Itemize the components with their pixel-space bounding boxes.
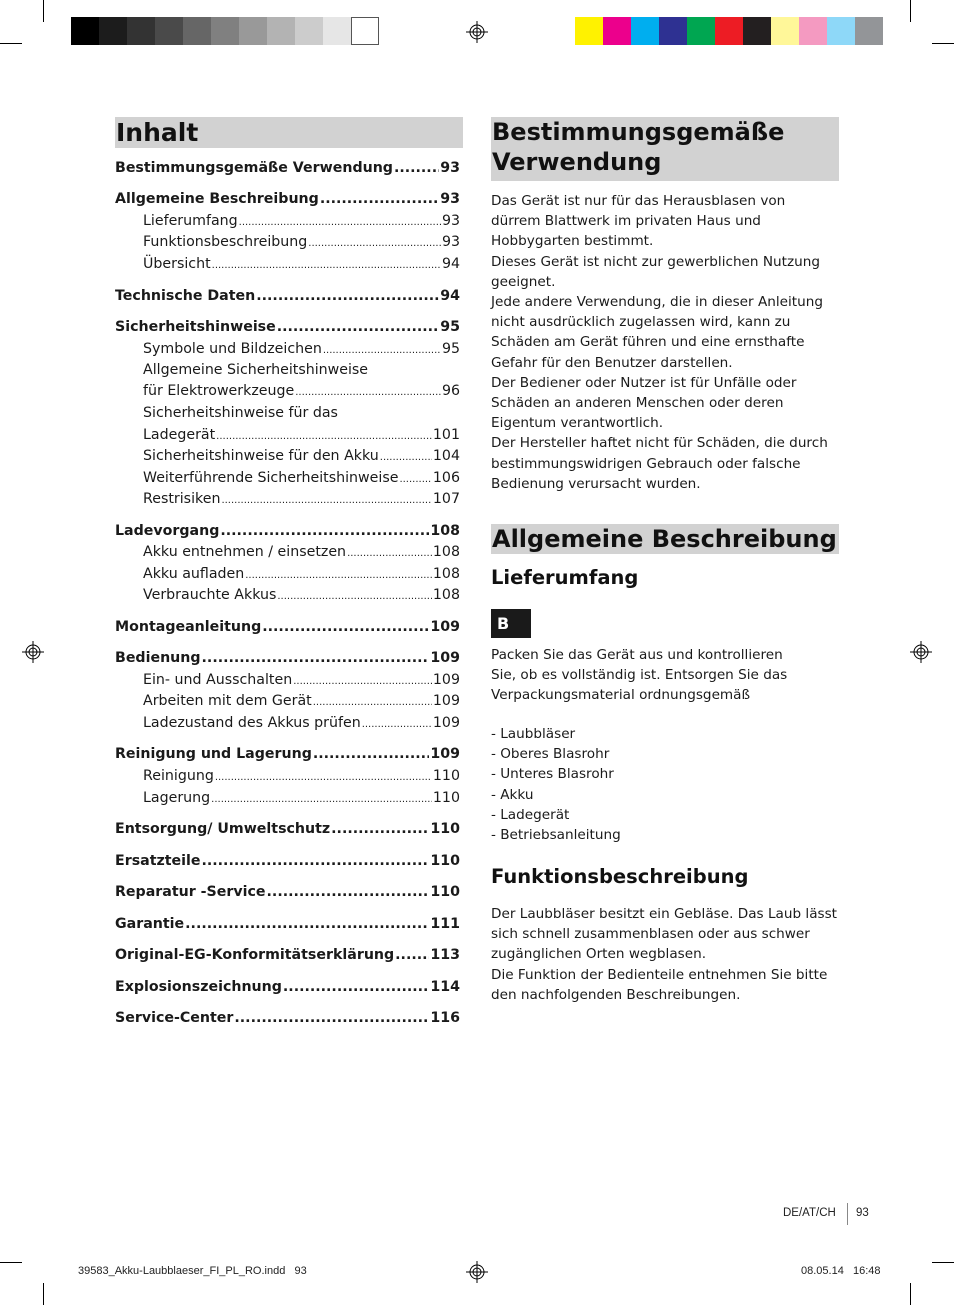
toc-entry-page: 110 bbox=[430, 853, 460, 869]
toc-entry-label: Ersatzteile bbox=[115, 853, 201, 869]
toc-entry-label: Sicherheitshinweise bbox=[115, 319, 276, 335]
color-swatch bbox=[99, 17, 127, 45]
toc-entry-label: Funktionsbeschreibung bbox=[143, 234, 308, 250]
toc-entry bbox=[115, 947, 460, 963]
color-swatch bbox=[127, 17, 155, 45]
toc-entry-label: Entsorgung/ Umweltschutz bbox=[115, 821, 331, 837]
toc-entry-label: Ladevorgang bbox=[115, 523, 220, 539]
print-file-info: 39583_Akku-Laubblaeser_FI_PL_RO.indd 93 bbox=[78, 1265, 307, 1277]
toc-entry-label: Akku aufladen bbox=[143, 566, 245, 582]
toc-entry-page: 93 bbox=[440, 160, 460, 176]
toc-entry bbox=[115, 821, 460, 837]
toc-entry-page: 106 bbox=[432, 470, 460, 486]
region-label: DE/AT/CH bbox=[783, 1207, 836, 1219]
toc-entry-label: Service-Center bbox=[115, 1010, 234, 1026]
general-title: Allgemeine Beschreibung bbox=[492, 525, 837, 553]
toc-entry-label: Sicherheitshinweise für den Akku bbox=[143, 448, 379, 464]
color-swatch bbox=[799, 17, 827, 45]
toc-entry bbox=[143, 672, 460, 688]
toc-entry-page: 95 bbox=[441, 341, 460, 357]
color-swatch bbox=[323, 17, 351, 45]
list-item: - Ladegerät bbox=[491, 806, 570, 823]
toc-heading-bar bbox=[115, 117, 463, 148]
toc-entry bbox=[143, 213, 460, 229]
paragraph-line: geeignet. bbox=[491, 273, 556, 290]
toc-leader-dots bbox=[267, 884, 430, 900]
color-swatch bbox=[351, 17, 379, 45]
paragraph-line: Jede andere Verwendung, die in dieser Anleitung bbox=[491, 294, 823, 311]
color-swatch bbox=[827, 17, 855, 45]
toc-entry bbox=[115, 884, 460, 900]
toc-entry-page: 108 bbox=[432, 544, 460, 560]
toc-entry bbox=[115, 853, 460, 869]
toc-leader-dots bbox=[202, 650, 430, 666]
toc-entry bbox=[143, 491, 460, 507]
toc-entry-page: 93 bbox=[441, 234, 460, 250]
paragraph-line: Schäden an anderen Menschen oder deren bbox=[491, 395, 784, 412]
toc-entry bbox=[143, 715, 460, 731]
color-swatch bbox=[631, 17, 659, 45]
function-description-heading: Funktionsbeschreibung bbox=[491, 865, 749, 888]
registration-mark-icon bbox=[22, 641, 44, 663]
color-swatch bbox=[771, 17, 799, 45]
toc-entry bbox=[143, 341, 460, 357]
toc-entry-label: für Elektrowerkzeuge bbox=[143, 383, 295, 399]
paragraph-line: Das Gerät ist nur für das Herausblasen von bbox=[491, 193, 786, 209]
intended-use-heading-bar bbox=[491, 117, 839, 181]
scope-of-delivery-heading: Lieferumfang bbox=[491, 566, 639, 589]
toc-entry-label: Original-EG-Konformitätserklärung bbox=[115, 947, 395, 963]
paragraph-line: Sie, ob es vollständig ist. Entsorgen Sie das bbox=[491, 667, 788, 684]
toc-entry-label: Bestimmungsgemäße Verwendung bbox=[115, 160, 393, 176]
toc-entry bbox=[143, 362, 460, 378]
figure-badge: B bbox=[491, 609, 531, 638]
scope-paragraph bbox=[491, 645, 841, 706]
paragraph-line: Die Funktion der Bedienteile entnehmen Sie bitte bbox=[491, 966, 828, 983]
toc-entry-label: Ein- und Ausschalten bbox=[143, 672, 293, 688]
toc-entry bbox=[143, 790, 460, 806]
toc-entry bbox=[143, 383, 460, 399]
toc-entry-page: 95 bbox=[440, 319, 460, 335]
toc-leader-dots bbox=[256, 288, 439, 304]
page-number: 93 bbox=[856, 1207, 869, 1219]
color-swatch bbox=[267, 17, 295, 45]
toc-leader-dots bbox=[295, 387, 441, 398]
toc-entry-label: Garantie bbox=[115, 916, 185, 932]
paragraph-line: Dieses Gerät ist nicht zur gewerblichen Nutzung bbox=[491, 253, 820, 270]
toc-entry-label: Bedienung bbox=[115, 650, 201, 666]
toc-leader-dots bbox=[212, 260, 441, 271]
print-date-time: 08.05.14 16:48 bbox=[801, 1265, 881, 1277]
color-swatch bbox=[239, 17, 267, 45]
paragraph-line: den nachfolgenden Beschreibungen. bbox=[491, 986, 741, 1003]
color-swatch bbox=[855, 17, 883, 45]
paragraph-line: Eigentum verantwortlich. bbox=[491, 415, 664, 432]
toc-entry-label: Restrisiken bbox=[143, 491, 221, 507]
toc-leader-dots bbox=[394, 160, 439, 176]
toc-leader-dots bbox=[293, 676, 432, 687]
toc-entry-page: 109 bbox=[432, 693, 460, 709]
toc-entry-page: 108 bbox=[432, 587, 460, 603]
list-item: - Unteres Blasrohr bbox=[491, 766, 614, 783]
toc-leader-dots bbox=[283, 979, 429, 995]
toc-leader-dots bbox=[395, 947, 429, 963]
toc-entry-page: 104 bbox=[432, 448, 460, 464]
toc-entry-page: 109 bbox=[432, 672, 460, 688]
toc-leader-dots bbox=[308, 238, 441, 249]
color-swatch bbox=[603, 17, 631, 45]
scope-list bbox=[491, 724, 841, 845]
toc-entry bbox=[115, 650, 460, 666]
toc-leader-dots bbox=[313, 746, 430, 762]
toc-leader-dots bbox=[399, 474, 431, 485]
toc-entry-label: Sicherheitshinweise für das bbox=[143, 405, 338, 421]
list-item: - Betriebsanleitung bbox=[491, 827, 621, 844]
toc-entry-label: Reparatur -Service bbox=[115, 884, 266, 900]
toc-leader-dots bbox=[323, 345, 441, 356]
toc-entry-label: Lagerung bbox=[143, 790, 211, 806]
toc-entry-label: Montageanleitung bbox=[115, 619, 262, 635]
toc-entry-page: 113 bbox=[430, 947, 460, 963]
toc-leader-dots bbox=[245, 570, 432, 581]
color-swatch bbox=[659, 17, 687, 45]
toc-entry-label: Verbrauchte Akkus bbox=[143, 587, 277, 603]
toc-entry-page: 109 bbox=[430, 619, 460, 635]
toc-entry-page: 110 bbox=[430, 884, 460, 900]
toc-entry bbox=[115, 288, 460, 304]
function-paragraph bbox=[491, 904, 841, 1005]
toc-leader-dots bbox=[234, 1010, 429, 1026]
toc-entry bbox=[143, 768, 460, 784]
toc-title: Inhalt bbox=[116, 118, 199, 147]
toc-entry-label: Explosionszeichnung bbox=[115, 979, 282, 995]
toc-entry-page: 110 bbox=[430, 821, 460, 837]
color-swatch bbox=[211, 17, 239, 45]
list-item: - Oberes Blasrohr bbox=[491, 746, 610, 763]
paragraph-line: Packen Sie das Gerät aus und kontrollieren bbox=[491, 647, 783, 663]
toc-entry-page: 108 bbox=[430, 523, 460, 539]
toc-entry-page: 93 bbox=[440, 191, 460, 207]
color-swatch bbox=[575, 17, 603, 45]
toc-entry bbox=[115, 191, 460, 207]
paragraph-line: Verpackungsmaterial ordnungsgemäß bbox=[491, 687, 751, 704]
toc-entry-page: 93 bbox=[441, 213, 460, 229]
toc-leader-dots bbox=[202, 853, 430, 869]
registration-mark-icon bbox=[466, 1261, 488, 1283]
toc-entry-label: Arbeiten mit dem Gerät bbox=[143, 693, 312, 709]
toc-entry-page: 110 bbox=[432, 790, 460, 806]
toc-entry-page: 109 bbox=[430, 746, 460, 762]
toc-entry bbox=[143, 405, 460, 421]
toc-entry bbox=[143, 256, 460, 272]
toc-entry bbox=[115, 619, 460, 635]
paragraph-line: Der Laubbläser besitzt ein Gebläse. Das Laub lässt bbox=[491, 906, 838, 922]
toc-entry-page: 111 bbox=[430, 916, 460, 932]
toc-entry bbox=[115, 746, 460, 762]
paragraph-line: Der Hersteller haftet nicht für Schäden, die durch bbox=[491, 435, 828, 452]
paragraph-line: bestimmungswidrigen Gebrauch oder falsche bbox=[491, 455, 801, 472]
paragraph-line: zugänglichen Orten wegblasen. bbox=[491, 946, 707, 963]
list-item: - Akku bbox=[491, 786, 534, 803]
toc-entry-page: 101 bbox=[432, 427, 460, 443]
toc-leader-dots bbox=[380, 452, 432, 463]
paragraph-line: Bedienung verursacht wurden. bbox=[491, 475, 701, 492]
toc-entry-label: Ladegerät bbox=[143, 427, 216, 443]
list-item: - Laubbläser bbox=[491, 726, 576, 742]
footer-divider bbox=[847, 1203, 848, 1225]
toc-entry bbox=[115, 979, 460, 995]
registration-mark-icon bbox=[466, 21, 488, 43]
toc-entry-page: 108 bbox=[432, 566, 460, 582]
color-swatch bbox=[155, 17, 183, 45]
color-swatch bbox=[183, 17, 211, 45]
paragraph-line: sich schnell zusammenblasen oder aus schwer bbox=[491, 926, 810, 943]
toc-entry-page: 109 bbox=[430, 650, 460, 666]
toc-entry bbox=[143, 587, 460, 603]
toc-entry bbox=[143, 234, 460, 250]
toc-leader-dots bbox=[277, 591, 432, 602]
toc-entry-label: Weiterführende Sicherheitshinweise bbox=[143, 470, 399, 486]
toc-leader-dots bbox=[362, 719, 432, 730]
toc-leader-dots bbox=[347, 548, 432, 559]
toc-entry-label: Reinigung bbox=[143, 768, 214, 784]
toc-leader-dots bbox=[220, 523, 429, 539]
paragraph-line: Der Bediener oder Nutzer ist für Unfälle oder bbox=[491, 374, 797, 391]
toc-leader-dots bbox=[216, 431, 432, 442]
toc-entry bbox=[143, 448, 460, 464]
toc-leader-dots bbox=[313, 697, 432, 708]
toc-entry bbox=[143, 470, 460, 486]
toc-entry-page: 94 bbox=[440, 288, 460, 304]
toc-entry bbox=[143, 566, 460, 582]
color-swatch bbox=[743, 17, 771, 45]
general-heading-bar bbox=[491, 524, 839, 554]
toc-entry-page: 109 bbox=[432, 715, 460, 731]
toc-entry-label: Reinigung und Lagerung bbox=[115, 746, 312, 762]
paragraph-line: Gefahr für den Benutzer darstellen. bbox=[491, 354, 733, 371]
toc-entry bbox=[115, 319, 460, 335]
paragraph-line: Schäden am Gerät führen und eine ernsthafte bbox=[491, 334, 805, 351]
toc-entry-page: 110 bbox=[432, 768, 460, 784]
toc-entry bbox=[115, 1010, 460, 1026]
toc-entry-label: Lieferumfang bbox=[143, 213, 238, 229]
toc-entry-label: Symbole und Bildzeichen bbox=[143, 341, 322, 357]
toc-entry-label: Allgemeine Sicherheitshinweise bbox=[143, 362, 369, 378]
toc-entry-page: 114 bbox=[430, 979, 460, 995]
intended-use-paragraph bbox=[491, 191, 841, 494]
intended-use-title-line2: Verwendung bbox=[492, 148, 662, 176]
toc-leader-dots bbox=[211, 794, 432, 805]
paragraph-line: nicht ausdrücklich zugelassen wird, kann zu bbox=[491, 314, 791, 331]
toc-entry-page: 116 bbox=[430, 1010, 460, 1026]
color-swatch bbox=[71, 17, 99, 45]
toc-entry-page: 96 bbox=[441, 383, 460, 399]
toc-leader-dots bbox=[239, 217, 441, 228]
toc-entry bbox=[143, 427, 460, 443]
color-swatch bbox=[687, 17, 715, 45]
color-swatch bbox=[715, 17, 743, 45]
toc-leader-dots bbox=[215, 772, 432, 783]
toc-entry-page: 94 bbox=[441, 256, 460, 272]
toc-entry bbox=[143, 693, 460, 709]
toc-entry-label: Übersicht bbox=[143, 256, 211, 272]
toc-leader-dots bbox=[185, 916, 429, 932]
paragraph-line: dürrem Blattwerk im privaten Haus und bbox=[491, 213, 761, 230]
toc-entry bbox=[115, 523, 460, 539]
toc-entry-label: Allgemeine Beschreibung bbox=[115, 191, 319, 207]
toc-leader-dots bbox=[331, 821, 429, 837]
toc-entry-label: Technische Daten bbox=[115, 288, 256, 304]
color-swatch bbox=[295, 17, 323, 45]
toc-leader-dots bbox=[320, 191, 439, 207]
toc-entry-label: Ladezustand des Akkus prüfen bbox=[143, 715, 361, 731]
toc-entry-label: Akku entnehmen / einsetzen bbox=[143, 544, 347, 560]
toc-entry bbox=[115, 160, 460, 176]
toc-entry bbox=[115, 916, 460, 932]
toc-leader-dots bbox=[221, 495, 431, 506]
toc-entry bbox=[143, 544, 460, 560]
toc-leader-dots bbox=[277, 319, 440, 335]
toc-leader-dots bbox=[262, 619, 429, 635]
paragraph-line: Hobbygarten bestimmt. bbox=[491, 233, 654, 250]
intended-use-title-line1: Bestimmungsgemäße bbox=[492, 118, 785, 146]
toc-entry-page: 107 bbox=[432, 491, 460, 507]
registration-mark-icon bbox=[910, 641, 932, 663]
